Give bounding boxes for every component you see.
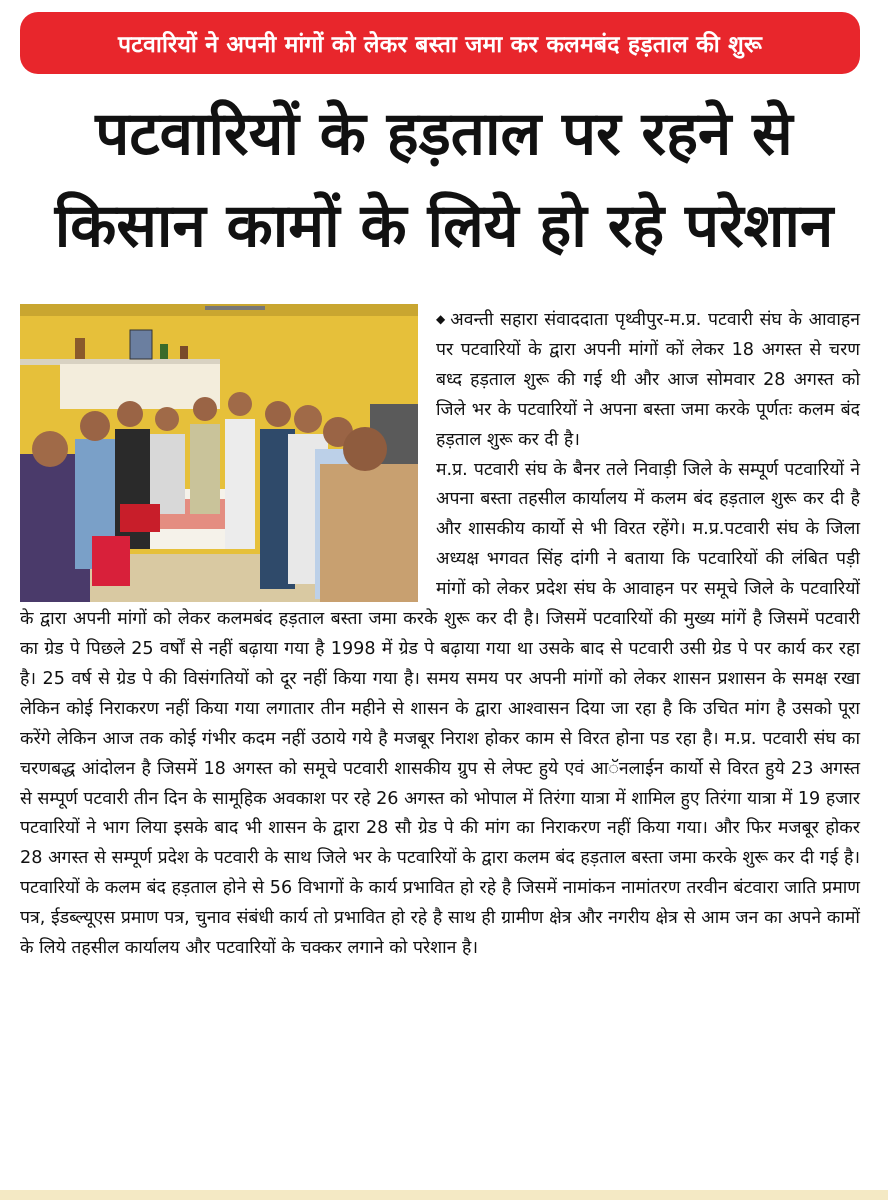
headline-line-1: पटवारियों के हड़ताल पर रहने से	[95, 99, 793, 169]
article-paragraph-2: म.प्र. पटवारी संघ के बैनर तले निवाड़ी जिले के सम्पूर्ण पटवारियों ने अपना बस्ता तहसील कार्यालय में कलम बंद हड़ताल शुरू कर दी है और शासकीय कार्यो से भी विरत रहेंगे। म.प्र.पटवारी संघ के जिला अध्यक्ष भगवत सिंह दांगी ने बताया कि पटवारियों की लंबित पड़ी मांगों को लेकर प्रदेश संघ के आवाहन पर समूचे जिले के पटवारियों के द्वारा अपनी मांगों को लेकर कलमबंद हड़ताल बस्ता जमा करके शुरू कर दी है। जिसमें पटवारियों की मुख्य मांगें है जिसमें पटवारी का ग्रेड पे पिछले 25 वर्षों से नहीं बढ़ाया गया है 1998 में ग्रेड पे बढ़ाया गया था उसके बाद से पटवारी उसी ग्रेड पे पर कार्य कर रहा है। 25 वर्ष से ग्रेड पे की विसंगतियों को दूर नहीं किया गया है। समय समय पर अपनी मांगों को लेकर शासन प्रशासन के समक्ष रखा लेकिन कोई निराकरण नहीं किया गया लगातार तीन महीने से शासन के द्वारा आश्वासन दिया जा रहा है कि उचित मांग है उसको पूरा करेंगे लेकिन आज तक कोई गंभीर कदम नहीं उठाये गये है मजबूर निराश होकर काम से विरत होना पड रहा है। म.प्र. पटवारी संघ का चरणबद्ध आंदोलन है जिसमें 18 अगस्त को समूचे पटवारी शासकीय ग्रुप से लेफ्ट हुये एवं आॅनलाईन कार्यो से विरत हुये 23 अगस्त से सम्पूर्ण पटवारी तीन दिन के सामूहिक अवकाश पर रहे 26 अगस्त को भोपाल में तिरंगा यात्रा में शामिल हुए तिरंगा यात्रा में 19 हजार पटवारियों ने भाग लिया इसके बाद भी शासन के द्वारा 28 सौ ग्रेड पे की मांग का निराकरण नहीं किया गया। और फिर मजबूर होकर 28 अगस्त से सम्पूर्ण प्रदेश के पटवारी के साथ जिले भर के पटवारियों के द्वारा कलम बंद हड़ताल बस्ता जमा करके शुरू कर दी गई है। पटवारियों के कलम बंद हड़ताल होने से 56 विभागों के कार्य प्रभावित हो रहे है जिसमें नामांकन नामांतरण तरवीन बंटवारा जाति प्रमाण पत्र, ईडब्ल्यूएस प्रमाण पत्र, चुनाव संबंधी कार्य तो प्रभावित हो रहे है साथ ही ग्रामीण क्षेत्र और नगरीय क्षेत्र से आम जन का अपने कामों के लिये तहसील कार्यालय और पटवारियों के चक्कर लगाने को परेशान है।	[20, 459, 861, 959]
article-body	[20, 305, 860, 964]
top-banner	[20, 12, 860, 74]
diamond-bullet-icon: ◆	[436, 312, 447, 326]
bottom-strip	[0, 1190, 888, 1200]
banner-text: पटवारियों ने अपनी मांगों को लेकर बस्ता जमा कर कलमबंद हड़ताल की शुरू	[117, 32, 763, 58]
paragraph-1-text: अवन्ती सहारा संवाददाता पृथ्वीपुर-म.प्र. पटवारी संघ के आवाहन पर पटवारियों के द्वारा अपनी मांगों कों लेकर 18 अगस्त से चरण बध्द हड़ताल शुरू की गई थी और आज सोमवार 28 अगस्त को जिले भर के पटवारियों ने अपना बस्ता जमा करके पूर्णतः कलम बंद हड़ताल शुरू कर दी है।	[436, 310, 860, 450]
headline-line-2: किसान कामों के लिये हो रहे परेशान	[54, 191, 834, 261]
photo-wrap-space	[20, 305, 436, 604]
